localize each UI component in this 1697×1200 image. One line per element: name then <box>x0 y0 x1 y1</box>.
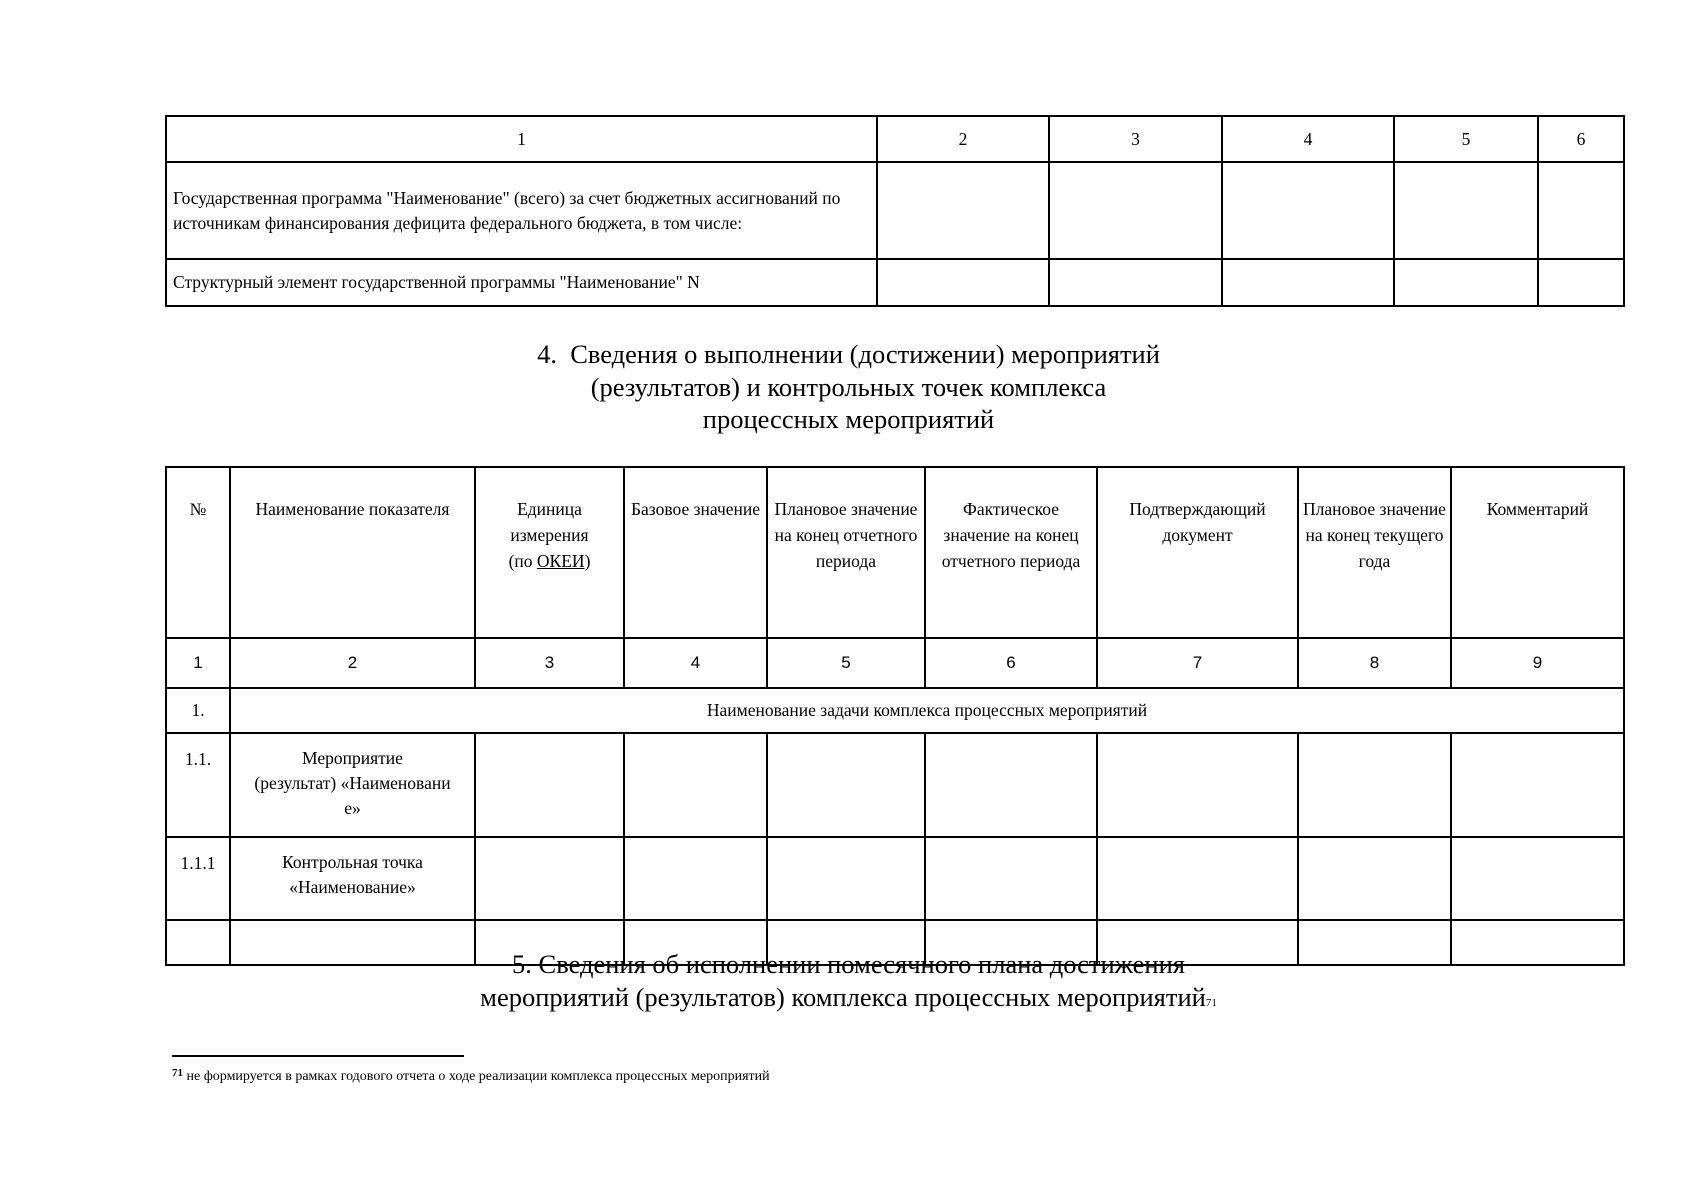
event-name-line: Мероприятие <box>302 748 403 768</box>
footnote-text: не формируется в рамках годового отчета о ходе реализации комплекса процессных мероприятий <box>183 1069 770 1084</box>
program-total-label: Государственная программа "Наименование" (всего) за счет бюджетных ассигнований по источникам финансирования дефицита федерального бюджета, в том числе: <box>166 162 877 259</box>
budget-col-3-header: 3 <box>1049 116 1222 162</box>
budget-table <box>165 115 1625 307</box>
table-cell <box>1222 162 1394 259</box>
event-name-line: е» <box>344 798 361 818</box>
task-name: Наименование задачи комплекса процессных мероприятий <box>230 688 1624 733</box>
budget-col-5-header: 5 <box>1394 116 1538 162</box>
header-base-value <box>624 467 767 638</box>
table-cell <box>1394 259 1538 306</box>
column-number: 3 <box>475 638 624 688</box>
section-5-title-text: мероприятий (результатов) комплекса процессных мероприятий <box>480 981 1206 1012</box>
header-indicator-name-text: Наименование показателя <box>255 499 450 519</box>
checkpoint-row <box>166 837 1624 920</box>
table-cell <box>1097 733 1298 837</box>
table-cell <box>1097 837 1298 920</box>
column-number: 2 <box>230 638 475 688</box>
header-planned-period <box>767 467 925 638</box>
okei-link[interactable]: ОКЕИ <box>536 551 585 571</box>
table-cell <box>877 259 1049 306</box>
header-actual-period-text: Фактическое значение на конец отчетного периода <box>941 499 1081 571</box>
header-document-text: Подтверждающий документ <box>1129 499 1266 545</box>
events-table-header-row <box>166 467 1624 638</box>
table-cell <box>624 837 767 920</box>
table-cell <box>1049 162 1222 259</box>
event-name-line: (результат) «Наименовани <box>254 773 451 793</box>
header-comment-text: Комментарий <box>1486 499 1589 519</box>
column-number: 4 <box>624 638 767 688</box>
header-unit-line <box>476 548 623 574</box>
column-number: 7 <box>1097 638 1298 688</box>
header-comment <box>1451 467 1624 638</box>
section-5-title-line <box>0 981 1697 1014</box>
footnote-reference[interactable]: 71 <box>1205 996 1217 1009</box>
checkpoint-name <box>230 837 475 920</box>
section-4-title-line: 4. Сведения о выполнении (достижении) мероприятий <box>537 339 1160 369</box>
budget-table-row <box>166 259 1624 306</box>
footnote-separator <box>172 1055 464 1057</box>
section-4-title-line: процессных мероприятий <box>702 404 995 434</box>
checkpoint-name-line: Контрольная точка <box>282 852 423 872</box>
section-4-title-line: (результатов) и контрольных точек комплекса <box>590 371 1107 402</box>
checkpoint-name-line: «Наименование» <box>289 877 416 897</box>
section-5-title <box>0 948 1697 1013</box>
column-number: 9 <box>1451 638 1624 688</box>
table-cell <box>1538 259 1624 306</box>
header-unit-line: измерения <box>510 525 589 545</box>
footnote <box>172 1069 770 1085</box>
budget-col-1-header: 1 <box>166 116 877 162</box>
header-number-text: № <box>189 499 207 519</box>
table-cell <box>877 162 1049 259</box>
table-cell <box>1538 162 1624 259</box>
column-number: 1 <box>166 638 230 688</box>
task-row <box>166 688 1624 733</box>
header-unit-prefix: (по <box>508 551 537 571</box>
header-base-value-text: Базовое значение <box>630 499 761 519</box>
header-unit <box>475 467 624 638</box>
header-unit-line: Единица <box>517 499 582 519</box>
event-row <box>166 733 1624 837</box>
header-planned-year-text: Плановое значение на конец текущего года <box>1303 499 1446 571</box>
header-actual-period <box>925 467 1097 638</box>
column-number: 5 <box>767 638 925 688</box>
header-indicator-name <box>230 467 475 638</box>
budget-table-header-row <box>166 116 1624 162</box>
table-cell <box>1222 259 1394 306</box>
structural-element-label: Структурный элемент государственной программы "Наименование" N <box>166 259 877 306</box>
column-numbers-row <box>166 638 1624 688</box>
footnote-number: 71 <box>172 1067 183 1079</box>
table-cell <box>1451 733 1624 837</box>
table-cell <box>925 733 1097 837</box>
table-cell <box>1049 259 1222 306</box>
task-number: 1. <box>166 688 230 733</box>
table-cell <box>1298 837 1451 920</box>
checkpoint-number: 1.1.1 <box>166 837 230 920</box>
table-cell <box>1451 837 1624 920</box>
header-document <box>1097 467 1298 638</box>
header-planned-year <box>1298 467 1451 638</box>
section-4-title <box>0 338 1697 436</box>
table-cell <box>475 837 624 920</box>
table-cell <box>624 733 767 837</box>
table-cell <box>767 733 925 837</box>
budget-col-6-header: 6 <box>1538 116 1624 162</box>
event-name <box>230 733 475 837</box>
header-number <box>166 467 230 638</box>
table-cell <box>767 837 925 920</box>
column-number: 8 <box>1298 638 1451 688</box>
section-5-title-line: 5. Сведения об исполнении помесячного плана достижения <box>512 949 1185 979</box>
column-number: 6 <box>925 638 1097 688</box>
table-cell <box>1298 733 1451 837</box>
budget-col-4-header: 4 <box>1222 116 1394 162</box>
budget-col-2-header: 2 <box>877 116 1049 162</box>
table-cell <box>1394 162 1538 259</box>
event-number: 1.1. <box>166 733 230 837</box>
events-table <box>165 466 1625 966</box>
budget-table-row <box>166 162 1624 259</box>
table-cell <box>475 733 624 837</box>
table-cell <box>925 837 1097 920</box>
header-unit-suffix: ) <box>584 551 591 571</box>
header-planned-period-text: Плановое значение на конец отчетного периода <box>774 499 918 571</box>
